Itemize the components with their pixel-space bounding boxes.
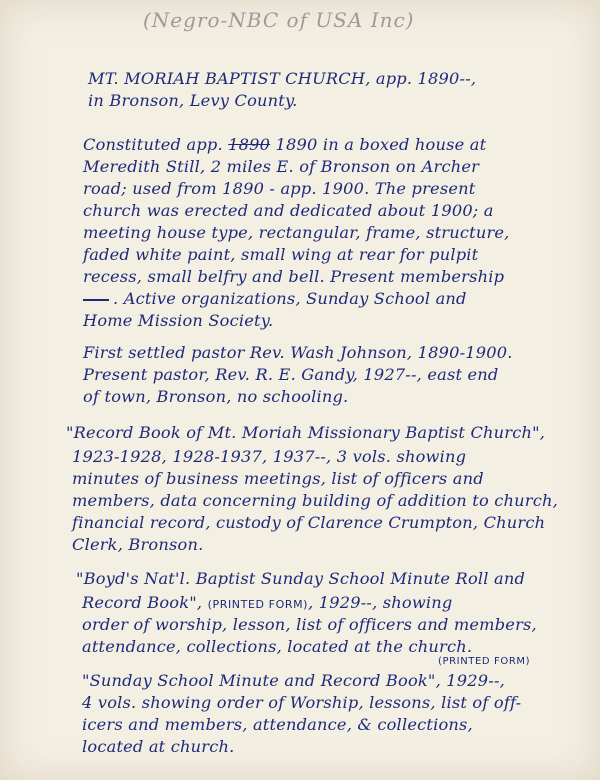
boyds-line-2-end: , 1929--, showing <box>308 593 453 612</box>
history-line-1-end: 1890 in a boxed house at <box>275 135 487 154</box>
record-book-line-1: "Record Book of Mt. Moriah Missionary Baptist Church", <box>66 423 546 442</box>
history-line-1-start: Constituted app. <box>83 135 223 154</box>
history-line-8-text: . Active organizations, Sunday School and <box>113 289 467 308</box>
church-location-line: in Bronson, Levy County. <box>88 91 298 110</box>
history-line-8 <box>83 288 467 309</box>
church-title-line: MT. MORIAH BAPTIST CHURCH, app. 1890--, <box>88 69 477 88</box>
sunday-school-line-1-end: 1929--, <box>446 671 505 690</box>
history-line-7: recess, small belfry and bell. Present membership <box>83 267 505 286</box>
sunday-school-line-4: located at church. <box>82 737 235 756</box>
sunday-school-line-2: 4 vols. showing order of Worship, lessons, list of off- <box>82 693 522 712</box>
sunday-school-line-1 <box>82 670 505 691</box>
history-line-3: road; used from 1890 - app. 1900. The present <box>83 179 476 198</box>
record-book-line-5: financial record, custody of Clarence Crumpton, Church <box>72 513 546 532</box>
membership-blank <box>83 299 109 301</box>
record-book-line-3: minutes of business meetings, list of officers and <box>72 469 484 488</box>
history-line-1 <box>83 134 486 155</box>
boyds-line-3: order of worship, lesson, list of officers and members, <box>82 615 537 634</box>
record-book-line-4: members, data concerning building of addition to church, <box>72 491 558 510</box>
record-book-line-2: 1923-1928, 1928-1937, 1937--, 3 vols. showing <box>72 447 467 466</box>
history-line-4: church was erected and dedicated about 1900; a <box>83 201 494 220</box>
history-line-9: Home Mission Society. <box>83 311 274 330</box>
sunday-school-line-1-start: "Sunday School Minute and Record Book", <box>82 671 441 690</box>
history-line-5: meeting house type, rectangular, frame, structure, <box>83 223 510 242</box>
record-book-line-6: Clerk, Bronson. <box>72 535 204 554</box>
boyds-line-1: "Boyd's Nat'l. Baptist Sunday School Minute Roll and <box>76 569 526 588</box>
boyds-line-2-start: Record Book", <box>82 593 203 612</box>
sunday-school-line-3: icers and members, attendance, & collections, <box>82 715 473 734</box>
printed-form-label: (PRINTED FORM) <box>207 598 309 611</box>
pastor-line-1: First settled pastor Rev. Wash Johnson, 1890-1900. <box>83 343 513 362</box>
struck-date: 1890 <box>228 135 271 154</box>
pastor-line-2: Present pastor, Rev. R. E. Gandy, 1927--, east end <box>83 365 499 384</box>
boyds-line-4: attendance, collections, located at the church. <box>82 637 473 656</box>
pencil-annotation: (Negro-NBC of USA Inc) <box>143 8 415 32</box>
history-line-2: Meredith Still, 2 miles E. of Bronson on Archer <box>83 157 480 176</box>
history-line-6: faded white paint, small wing at rear for pulpit <box>83 245 479 264</box>
printed-form-insert: (PRINTED FORM) <box>438 656 531 667</box>
pastor-line-3: of town, Bronson, no schooling. <box>83 387 349 406</box>
boyds-line-2 <box>82 592 453 615</box>
